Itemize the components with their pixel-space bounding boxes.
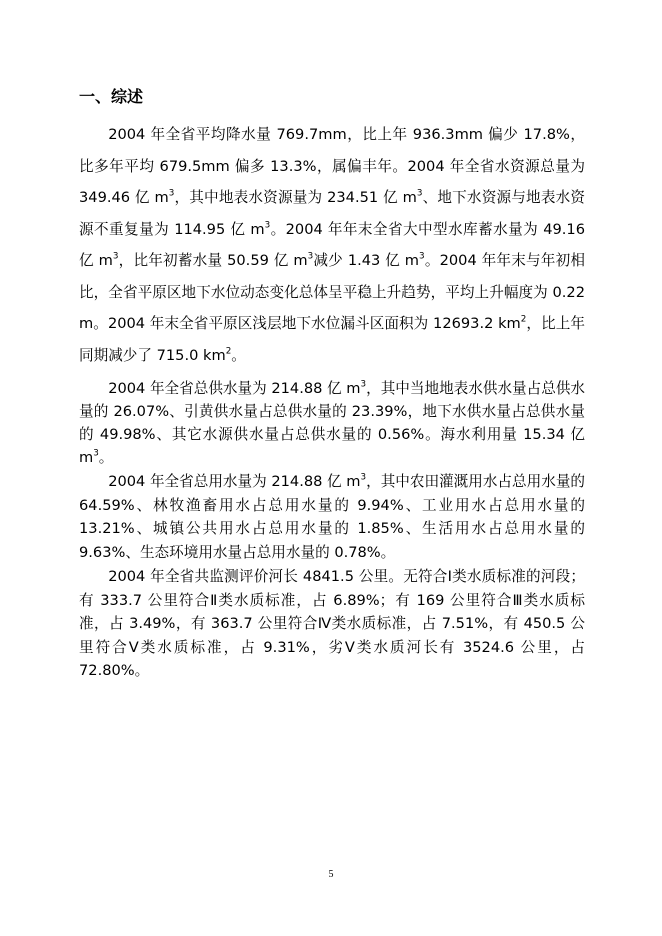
- text-run: ，其中当地地表水供水量占总供水量的 26.07%、引黄供水量占总供水量的 23.39%，地下水供水量占总供水量的 49.98%、其它水源供水量占总供水量的 0.56%。海水利用量 15.34 亿 m: [79, 380, 586, 466]
- text-run: 。: [231, 346, 246, 364]
- superscript: 3: [419, 251, 425, 262]
- text-run: 、地下水资源与地表水资源不重复量为 114.95 亿 m: [79, 189, 585, 238]
- paragraph-water-quality: [79, 565, 585, 683]
- text-run: 。2004 年年末与年初相比，全省平原区地下水位动态变化总体呈平稳上升趋势，平均上升幅度为 0.22 m。2004 年末全省平原区浅层地下水位漏斗区面积为 12693.2 km: [79, 252, 585, 332]
- paragraph-precipitation: [79, 119, 585, 371]
- text-run: ，其中农田灌溉用水占总用水量的 64.59%、林牧渔畜用水占总用水量的 9.94%、工业用水占总用水量的 13.21%、城镇公共用水占总用水量的 1.85%、生活用水占总用水量的 9.63%、生态环境用水量占总用水量的 0.78%。: [79, 473, 586, 561]
- text-run: 2004 年全省总用水量为 214.88 亿 m: [108, 473, 361, 490]
- section-heading: 一、综述: [79, 87, 144, 106]
- text-run: ，其中地表水资源量为 234.51 亿 m: [174, 189, 417, 206]
- paragraph-supply: [79, 377, 585, 469]
- body-text: [79, 119, 585, 683]
- superscript: 2: [225, 345, 232, 356]
- text-run: 减少 1.43 亿 m: [313, 252, 420, 269]
- text-run: 2004 年全省平均降水量 769.7mm，比上年 936.3mm 偏少 17.8%，比多年平均 679.5mm 偏多 13.3%，属偏丰年。2004 年全省水资源总量为 349.46 亿 m: [79, 126, 585, 206]
- superscript: 3: [360, 379, 367, 390]
- superscript: 3: [112, 251, 119, 262]
- superscript: 3: [168, 188, 175, 199]
- text-run: ，比年初蓄水量 50.59 亿 m: [118, 252, 308, 269]
- text-run: 。: [98, 449, 114, 466]
- text-run: 2004 年全省总供水量为 214.88 亿 m: [108, 380, 361, 397]
- superscript: 2: [520, 314, 527, 325]
- paragraph-consumption: [79, 470, 585, 564]
- superscript: 3: [93, 448, 99, 459]
- text-run: 。2004 年年末全省大中型水库蓄水量为 49.16 亿 m: [79, 220, 585, 269]
- page-number: 5: [328, 869, 334, 880]
- superscript: 3: [264, 219, 271, 230]
- text-run: 2004 年全省共监测评价河长 4841.5 公里。无符合Ⅰ类水质标准的河段；有 333.7 公里符合Ⅱ类水质标准，占 6.89%；有 169 公里符合Ⅲ类水质标准，占 3.49%，有 363.7 公里符合Ⅳ类水质标准，占 7.51%，有 450.5 公里符合Ⅴ类水质标准，占 9.31%，劣Ⅴ类水质河长有 3524.6 公里，占 72.80%。: [79, 568, 585, 679]
- superscript: 3: [307, 251, 314, 262]
- text-run: ，比上年同期减少了 715.0 km: [79, 315, 585, 364]
- superscript: 3: [360, 472, 367, 483]
- superscript: 3: [416, 188, 423, 199]
